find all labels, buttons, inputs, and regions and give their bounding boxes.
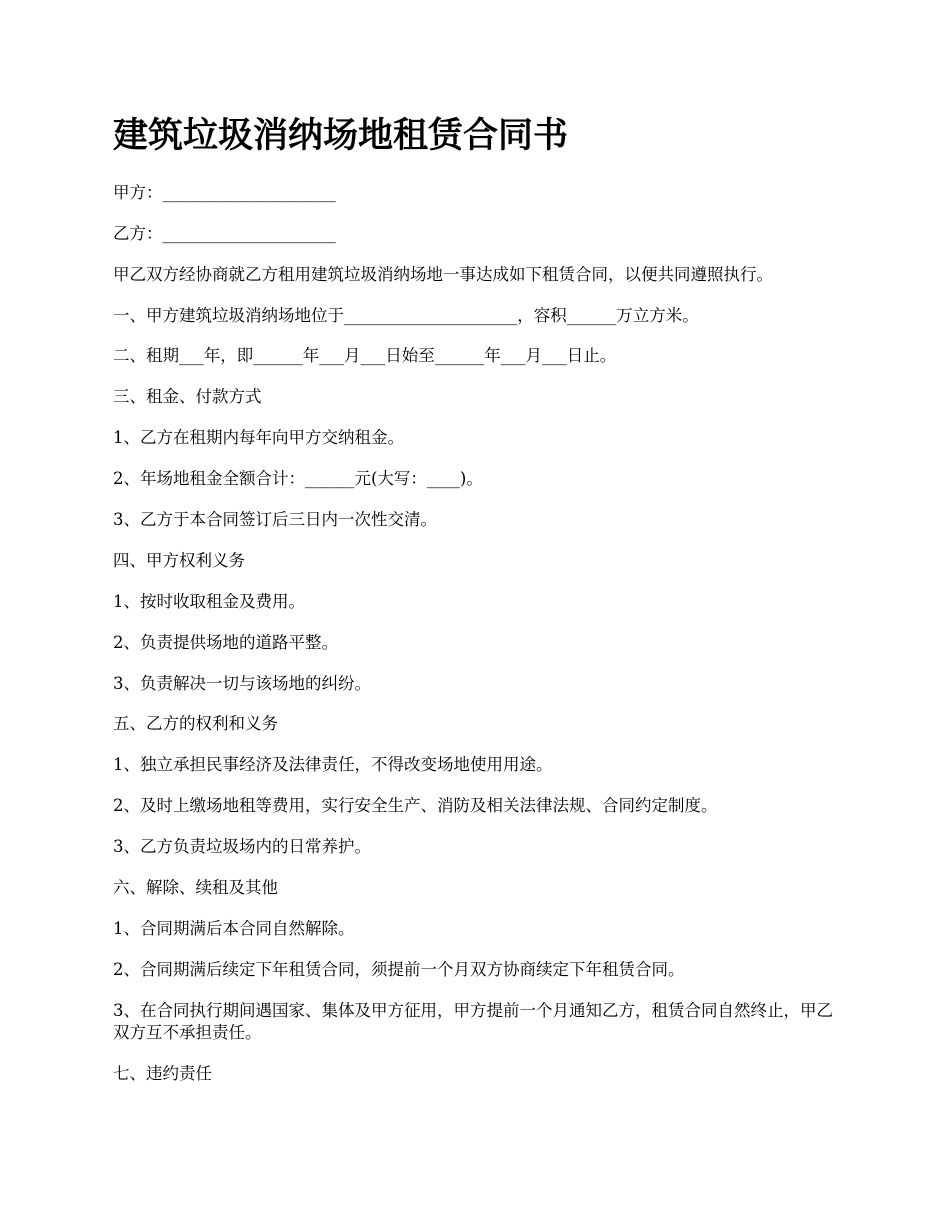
section-5-heading: 五、乙方的权利和义务 bbox=[113, 714, 278, 733]
section-6-item-2: 2、合同期满后续定下年租赁合同，须提前一个月双方协商续定下年租赁合同。 bbox=[113, 960, 685, 979]
section-4-item-1: 1、按时收取租金及费用。 bbox=[113, 592, 305, 611]
section-4-heading: 四、甲方权利义务 bbox=[113, 551, 245, 570]
section-7-heading: 七、违约责任 bbox=[113, 1064, 212, 1083]
document-title: 建筑垃圾消纳场地租赁合同书 bbox=[113, 115, 569, 156]
section-5-item-1: 1、独立承担民事经济及法律责任，不得改变场地使用用途。 bbox=[113, 755, 553, 774]
clause-2-term: 二、租期___年，即______年___月___日始至______年___月___日止。 bbox=[113, 346, 617, 365]
clause-1-location: 一、甲方建筑垃圾消纳场地位于_____________________，容积______万立方米。 bbox=[113, 306, 699, 325]
section-5-item-3: 3、乙方负责垃圾场内的日常养护。 bbox=[113, 837, 371, 856]
section-3-item-3: 3、乙方于本合同签订后三日内一次性交清。 bbox=[113, 510, 437, 529]
section-6-item-3: 3、在合同执行期间遇国家、集体及甲方征用，甲方提前一个月通知乙方，租赁合同自然终止，甲乙双方互不承担责任。 bbox=[113, 1001, 833, 1042]
section-5-item-2: 2、及时上缴场地租等费用，实行安全生产、消防及相关法律法规、合同约定制度。 bbox=[113, 796, 718, 815]
section-6-item-1: 1、合同期满后本合同自然解除。 bbox=[113, 919, 355, 938]
section-3-item-2: 2、年场地租金全额合计：______元(大写：____)。 bbox=[113, 469, 483, 488]
section-3-item-1: 1、乙方在租期内每年向甲方交纳租金。 bbox=[113, 428, 404, 447]
party-a-line: 甲方：_____________________ bbox=[113, 183, 336, 202]
section-6-heading: 六、解除、续租及其他 bbox=[113, 878, 278, 897]
section-4-item-2: 2、负责提供场地的道路平整。 bbox=[113, 633, 338, 652]
intro-paragraph: 甲乙双方经协商就乙方租用建筑垃圾消纳场地一事达成如下租赁合同，以便共同遵照执行。 bbox=[113, 265, 773, 284]
section-4-item-3: 3、负责解决一切与该场地的纠纷。 bbox=[113, 674, 371, 693]
section-3-heading: 三、租金、付款方式 bbox=[113, 387, 262, 406]
party-b-line: 乙方：_____________________ bbox=[113, 224, 336, 243]
